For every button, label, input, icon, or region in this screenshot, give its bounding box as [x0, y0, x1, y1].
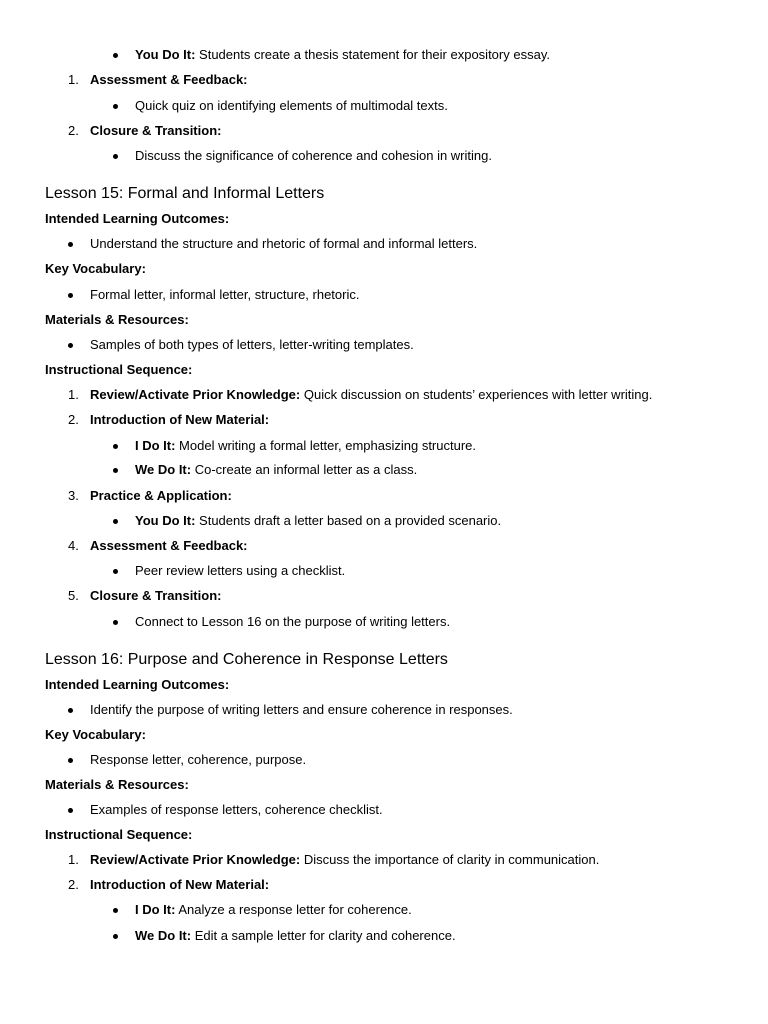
numbered-item: [68, 412, 269, 428]
list-number: 1.: [68, 387, 79, 402]
item-bold-lead: I Do It:: [135, 438, 176, 453]
item-bold-lead: We Do It:: [135, 928, 192, 943]
bullet-icon: [68, 242, 73, 247]
item-text: Connect to Lesson 16 on the purpose of writing letters.: [135, 614, 451, 629]
item-text: Edit a sample letter for clarity and coherence.: [191, 928, 456, 943]
list-number: 3.: [68, 488, 79, 503]
section-label: [45, 727, 146, 743]
numbered-item: [68, 123, 221, 139]
bullet-item: [90, 802, 383, 818]
item-bold-lead: You Do It:: [135, 47, 196, 62]
section-label: [45, 261, 146, 277]
bullet-item: [135, 902, 412, 918]
item-text: Co-create an informal letter as a class.: [191, 462, 418, 477]
section-label: [45, 362, 192, 378]
bullet-item: [90, 337, 414, 353]
item-bold-lead: Review/Activate Prior Knowledge:: [90, 387, 301, 402]
bullet-item: [135, 148, 492, 164]
item-text: Students draft a letter based on a provided scenario.: [195, 513, 502, 528]
item-text: Students create a thesis statement for their expository essay.: [195, 47, 550, 62]
list-number: 1.: [68, 852, 79, 867]
numbered-item: [68, 588, 221, 604]
section-label-text: Materials & Resources:: [45, 777, 189, 792]
bullet-icon: [113, 934, 118, 939]
bullet-item: [90, 752, 306, 768]
lesson-heading-text: Lesson 15: Formal and Informal Letters: [45, 185, 325, 202]
bullet-item: [90, 702, 513, 718]
section-label-text: Key Vocabulary:: [45, 727, 146, 742]
lesson-heading-text: Lesson 16: Purpose and Coherence in Response Letters: [45, 651, 448, 668]
list-number: 5.: [68, 588, 79, 603]
bullet-icon: [68, 808, 73, 813]
bullet-item: [135, 98, 448, 114]
bullet-icon: [113, 569, 118, 574]
section-label-text: Instructional Sequence:: [45, 827, 193, 842]
bullet-icon: [113, 104, 118, 109]
item-bold-lead: I Do It:: [135, 902, 176, 917]
bullet-icon: [68, 293, 73, 298]
bullet-item: [135, 928, 456, 944]
numbered-item: [68, 488, 232, 504]
bullet-item: [90, 236, 477, 252]
bullet-item: [135, 563, 345, 579]
numbered-item: [68, 72, 248, 88]
item-text: Quick quiz on identifying elements of multimodal texts.: [135, 98, 448, 113]
bullet-item: [135, 462, 417, 478]
item-text: Discuss the importance of clarity in communication.: [300, 852, 600, 867]
bullet-icon: [113, 53, 118, 58]
section-label: [45, 211, 229, 227]
bullet-icon: [113, 519, 118, 524]
item-text: Discuss the significance of coherence and cohesion in writing.: [135, 148, 492, 163]
item-text: Examples of response letters, coherence checklist.: [90, 802, 383, 817]
bullet-item: [135, 513, 501, 529]
section-label: [45, 677, 229, 693]
item-text: Analyze a response letter for coherence.: [175, 902, 412, 917]
item-bold-lead: We Do It:: [135, 462, 192, 477]
numbered-item: [68, 852, 599, 868]
list-number: 2.: [68, 877, 79, 892]
lesson-heading: [45, 650, 448, 670]
bullet-item: [135, 47, 550, 63]
item-text: Quick discussion on students’ experiences with letter writing.: [300, 387, 653, 402]
item-bold-lead: Practice & Application:: [90, 488, 232, 503]
section-label-text: Intended Learning Outcomes:: [45, 677, 230, 692]
list-number: 2.: [68, 123, 79, 138]
section-label: [45, 312, 189, 328]
item-bold-lead: Review/Activate Prior Knowledge:: [90, 852, 301, 867]
item-bold-lead: Assessment & Feedback:: [90, 72, 248, 87]
bullet-icon: [113, 468, 118, 473]
lesson-heading: [45, 184, 324, 204]
bullet-icon: [113, 154, 118, 159]
list-number: 2.: [68, 412, 79, 427]
section-label-text: Materials & Resources:: [45, 312, 189, 327]
bullet-item: [135, 614, 450, 630]
section-label: [45, 777, 189, 793]
section-label-text: Intended Learning Outcomes:: [45, 211, 230, 226]
item-bold-lead: Introduction of New Material:: [90, 877, 270, 892]
item-text: Formal letter, informal letter, structure, rhetoric.: [90, 287, 360, 302]
item-bold-lead: Introduction of New Material:: [90, 412, 270, 427]
bullet-icon: [113, 444, 118, 449]
item-text: Model writing a formal letter, emphasizing structure.: [175, 438, 477, 453]
item-bold-lead: You Do It:: [135, 513, 196, 528]
bullet-item: [90, 287, 359, 303]
bullet-icon: [113, 620, 118, 625]
numbered-item: [68, 538, 248, 554]
numbered-item: [68, 877, 269, 893]
bullet-icon: [68, 758, 73, 763]
item-text: Identify the purpose of writing letters and ensure coherence in responses.: [90, 702, 513, 717]
item-bold-lead: Assessment & Feedback:: [90, 538, 248, 553]
bullet-icon: [113, 908, 118, 913]
section-label-text: Instructional Sequence:: [45, 362, 193, 377]
bullet-icon: [68, 708, 73, 713]
item-text: Response letter, coherence, purpose.: [90, 752, 307, 767]
section-label-text: Key Vocabulary:: [45, 261, 146, 276]
numbered-item: [68, 387, 652, 403]
item-text: Samples of both types of letters, letter-writing templates.: [90, 337, 414, 352]
section-label: [45, 827, 192, 843]
item-text: Understand the structure and rhetoric of formal and informal letters.: [90, 236, 478, 251]
list-number: 1.: [68, 72, 79, 87]
item-bold-lead: Closure & Transition:: [90, 123, 222, 138]
item-text: Peer review letters using a checklist.: [135, 563, 346, 578]
bullet-item: [135, 438, 476, 454]
list-number: 4.: [68, 538, 79, 553]
bullet-icon: [68, 343, 73, 348]
item-bold-lead: Closure & Transition:: [90, 588, 222, 603]
